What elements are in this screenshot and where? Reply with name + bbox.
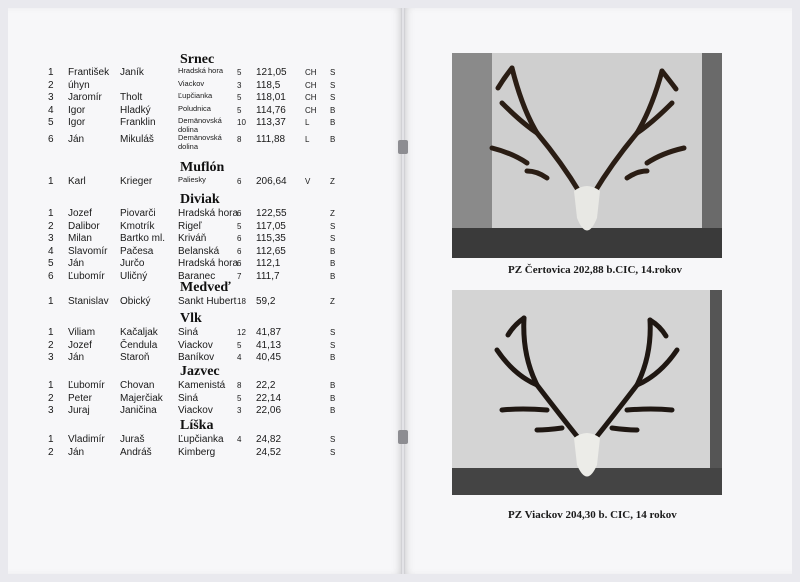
- section-title: Srnec: [180, 52, 215, 67]
- hunter-last-name: Juraš: [120, 434, 145, 445]
- hunting-ground: Demänovská: [178, 133, 222, 142]
- hunter-last-name: Krieger: [120, 176, 153, 187]
- medal-code: L: [305, 135, 310, 144]
- age-value: 6: [237, 209, 242, 218]
- rank-number: 1: [48, 380, 54, 391]
- result-row: [0, 67, 394, 79]
- trophy-score: 111,88: [256, 134, 286, 145]
- result-row: [0, 116, 394, 134]
- book-spine: [401, 8, 405, 574]
- rating-code: B: [330, 393, 336, 403]
- section-title: Jazvec: [180, 364, 220, 379]
- result-row: [0, 340, 394, 352]
- result-row: [0, 246, 394, 258]
- trophy-score: 59,2: [256, 296, 276, 307]
- rating-code: Z: [330, 177, 335, 186]
- hunter-last-name: Majerčiak: [120, 392, 163, 404]
- hunting-ground: Kimberg: [178, 446, 216, 458]
- rating-code: B: [330, 105, 336, 115]
- age-value: 6: [237, 259, 242, 268]
- hunting-ground: Sankt Hubert: [178, 296, 237, 307]
- hunting-ground: Paliesky: [178, 175, 206, 184]
- rating-code: S: [330, 234, 336, 243]
- hunter-first-name: Vladimír: [68, 434, 105, 445]
- trophy-score: 206,64: [256, 176, 287, 187]
- section-title: Diviak: [180, 192, 220, 207]
- trophy-score: 113,37: [256, 117, 286, 128]
- rank-number: 2: [48, 392, 54, 404]
- hunter-first-name: Jozef: [68, 208, 92, 219]
- rank-number: 4: [48, 104, 54, 116]
- trophy-score: 41,87: [256, 327, 282, 338]
- rating-code: S: [330, 68, 336, 77]
- age-value: 5: [237, 221, 242, 231]
- medal-code: CH: [305, 80, 317, 90]
- age-value: 8: [237, 381, 242, 390]
- rank-number: 3: [48, 92, 54, 103]
- hunting-ground: Demänovská: [178, 116, 222, 125]
- trophy-score: 118,01: [256, 92, 286, 103]
- rating-code: S: [330, 340, 336, 350]
- result-row: [0, 258, 394, 270]
- hunter-first-name: Milan: [68, 233, 92, 244]
- age-value: 7: [237, 271, 242, 281]
- age-value: 5: [237, 93, 242, 102]
- age-value: 4: [237, 353, 242, 362]
- binding-staple-top: [398, 140, 408, 154]
- photo-caption-1: PZ Čertovica 202,88 b.CIC, 14.rokov: [508, 264, 682, 276]
- hunter-last-name: Piovarči: [120, 208, 156, 219]
- rating-code: B: [330, 381, 336, 390]
- age-value: 12: [237, 328, 246, 337]
- hunter-last-name: Tholt: [120, 92, 143, 103]
- rank-number: 1: [48, 296, 54, 307]
- rating-code: S: [330, 328, 336, 337]
- hunting-ground: Baranec: [178, 270, 216, 282]
- hunter-last-name: Andráš: [120, 446, 152, 458]
- section-title: Medveď: [180, 280, 231, 295]
- hunter-first-name: Jozef: [68, 339, 92, 351]
- rank-number: 3: [48, 405, 54, 416]
- rank-number: 5: [48, 258, 54, 269]
- rank-number: 3: [48, 352, 54, 363]
- hunter-last-name: Kmotrík: [120, 220, 155, 232]
- trophy-score: 22,06: [256, 405, 282, 416]
- age-value: 6: [237, 234, 242, 243]
- age-value: 8: [237, 135, 242, 144]
- result-row: [0, 233, 394, 245]
- hunter-first-name: František: [68, 67, 110, 78]
- hunter-first-name: Ján: [68, 258, 85, 269]
- hunting-ground-line2: dolina: [178, 142, 199, 151]
- hunting-ground: Baníkov: [178, 352, 215, 363]
- hunter-last-name: Janičina: [120, 405, 157, 416]
- photo-caption-2: PZ Viackov 204,30 b. CIC, 14 rokov: [508, 509, 677, 521]
- hunting-ground-line2: dolina: [178, 125, 199, 134]
- trophy-score: 111,7: [256, 270, 280, 282]
- binding-staple-bottom: [398, 430, 408, 444]
- age-value: 5: [237, 68, 242, 77]
- hunting-ground: Siná: [178, 392, 199, 404]
- age-value: 6: [237, 246, 242, 256]
- hunter-first-name: Stanislav: [68, 296, 109, 307]
- section-title: Líška: [180, 418, 214, 433]
- hunting-ground: Viackov: [178, 339, 213, 351]
- hunter-last-name: Franklin: [120, 117, 156, 128]
- age-value: 6: [237, 177, 242, 186]
- hunter-first-name: Igor: [68, 104, 86, 116]
- rating-code: B: [330, 353, 336, 362]
- rating-code: B: [330, 406, 336, 415]
- trophy-score: 118,5: [256, 79, 281, 91]
- result-row: [0, 105, 394, 117]
- hunting-ground: Ľupčianka: [178, 91, 213, 100]
- age-value: 5: [237, 393, 242, 403]
- result-row: [0, 80, 394, 92]
- rating-code: B: [330, 135, 336, 144]
- hunter-last-name: Chovan: [120, 380, 155, 391]
- hunting-ground: Hradská hora: [178, 258, 239, 269]
- hunter-first-name: úhyn: [68, 79, 90, 91]
- hunting-ground: Kamenistá: [178, 380, 226, 391]
- hunter-first-name: Viliam: [68, 327, 96, 338]
- rating-code: S: [330, 447, 336, 457]
- rank-number: 2: [48, 339, 54, 351]
- hunter-first-name: Ľubomír: [68, 380, 105, 391]
- rank-number: 1: [48, 176, 54, 187]
- rating-code: S: [330, 435, 336, 444]
- medal-code: CH: [305, 105, 317, 115]
- hunter-first-name: Jaromír: [68, 92, 102, 103]
- hunter-first-name: Juraj: [68, 405, 90, 416]
- rating-code: Z: [330, 297, 335, 306]
- result-row: [0, 447, 394, 459]
- rating-code: S: [330, 93, 336, 102]
- result-row: [0, 327, 394, 339]
- hunting-ground: Viackov: [178, 405, 213, 416]
- hunting-ground: Hradská hora: [178, 66, 224, 75]
- result-row: [0, 405, 394, 417]
- medal-code: CH: [305, 93, 317, 102]
- rank-number: 1: [48, 434, 54, 445]
- result-row: [0, 352, 394, 364]
- section-title: Muflón: [180, 160, 225, 175]
- result-row: [0, 434, 394, 446]
- rating-code: S: [330, 221, 336, 231]
- result-row: [0, 208, 394, 220]
- hunter-last-name: Mikuláš: [120, 134, 154, 145]
- hunter-last-name: Obický: [120, 296, 151, 307]
- hunter-last-name: Jurčo: [120, 258, 145, 269]
- trophy-score: 112,65: [256, 245, 286, 257]
- rank-number: 1: [48, 67, 54, 78]
- hunter-last-name: Uličný: [120, 270, 148, 282]
- rank-number: 6: [48, 270, 54, 282]
- hunter-last-name: Janík: [120, 67, 144, 78]
- hunter-first-name: Slavomír: [68, 245, 108, 257]
- medal-code: L: [305, 118, 310, 127]
- hunting-ground: Rigeľ: [178, 220, 202, 232]
- hunter-last-name: Čendula: [120, 339, 158, 351]
- result-row: [0, 92, 394, 104]
- trophy-score: 22,14: [256, 392, 282, 404]
- rank-number: 1: [48, 208, 54, 219]
- trophy-score: 41,13: [256, 339, 282, 351]
- rating-code: B: [330, 246, 336, 256]
- hunting-ground: Belanská: [178, 245, 220, 257]
- rank-number: 2: [48, 79, 54, 91]
- result-row: [0, 296, 394, 308]
- trophy-score: 112,1: [256, 258, 281, 269]
- result-row: [0, 393, 394, 405]
- age-value: 5: [237, 340, 242, 350]
- rank-number: 4: [48, 245, 54, 257]
- age-value: 5: [237, 105, 242, 115]
- hunter-first-name: Dalibor: [68, 220, 100, 232]
- hunter-first-name: Peter: [68, 392, 92, 404]
- age-value: 10: [237, 118, 246, 127]
- antler-photo-viackov: [452, 290, 722, 495]
- hunter-first-name: Karl: [68, 176, 86, 187]
- rank-number: 6: [48, 134, 54, 145]
- hunter-first-name: Ľubomír: [68, 270, 105, 282]
- hunter-first-name: Ján: [68, 446, 85, 458]
- hunting-ground: Viackov: [178, 78, 205, 88]
- medal-code: V: [305, 177, 311, 186]
- rank-number: 5: [48, 117, 54, 128]
- trophy-score: 122,55: [256, 208, 287, 219]
- trophy-score: 114,76: [256, 104, 286, 116]
- trophy-score: 121,05: [256, 67, 287, 78]
- age-value: 3: [237, 80, 242, 90]
- rank-number: 2: [48, 446, 54, 458]
- rating-code: S: [330, 80, 336, 90]
- trophy-score: 117,05: [256, 220, 286, 232]
- result-row: [0, 221, 394, 233]
- result-row: [0, 380, 394, 392]
- rating-code: B: [330, 118, 336, 127]
- rating-code: Z: [330, 209, 335, 218]
- rank-number: 2: [48, 220, 54, 232]
- hunter-last-name: Staroň: [120, 352, 150, 363]
- antler-photo-certovica: [452, 53, 722, 258]
- hunting-ground: Kriváň: [178, 233, 207, 244]
- rating-code: B: [330, 271, 336, 281]
- rank-number: 1: [48, 327, 54, 338]
- hunting-ground: Poludnica: [178, 103, 211, 113]
- hunter-last-name: Hladký: [120, 104, 151, 116]
- trophy-score: 115,35: [256, 233, 286, 244]
- rank-number: 3: [48, 233, 54, 244]
- age-value: 4: [237, 435, 242, 444]
- hunting-ground: Ľupčianka: [178, 434, 224, 445]
- hunter-first-name: Ján: [68, 352, 85, 363]
- section-title: Vlk: [180, 311, 202, 326]
- hunter-last-name: Bartko ml.: [120, 233, 166, 244]
- hunter-last-name: Kačaljak: [120, 327, 158, 338]
- hunter-first-name: Ján: [68, 134, 85, 145]
- hunter-first-name: Igor: [68, 117, 86, 128]
- trophy-score: 22,2: [256, 380, 276, 391]
- hunting-ground: Hradská hora: [178, 208, 239, 219]
- trophy-score: 40,45: [256, 352, 282, 363]
- trophy-score: 24,52: [256, 446, 282, 458]
- hunter-last-name: Pačesa: [120, 245, 154, 257]
- age-value: 18: [237, 297, 246, 306]
- rating-code: B: [330, 259, 336, 268]
- age-value: 3: [237, 406, 242, 415]
- result-row: [0, 133, 394, 151]
- medal-code: CH: [305, 68, 317, 77]
- hunting-ground: Siná: [178, 327, 199, 338]
- trophy-score: 24,82: [256, 434, 282, 445]
- result-row: [0, 176, 394, 188]
